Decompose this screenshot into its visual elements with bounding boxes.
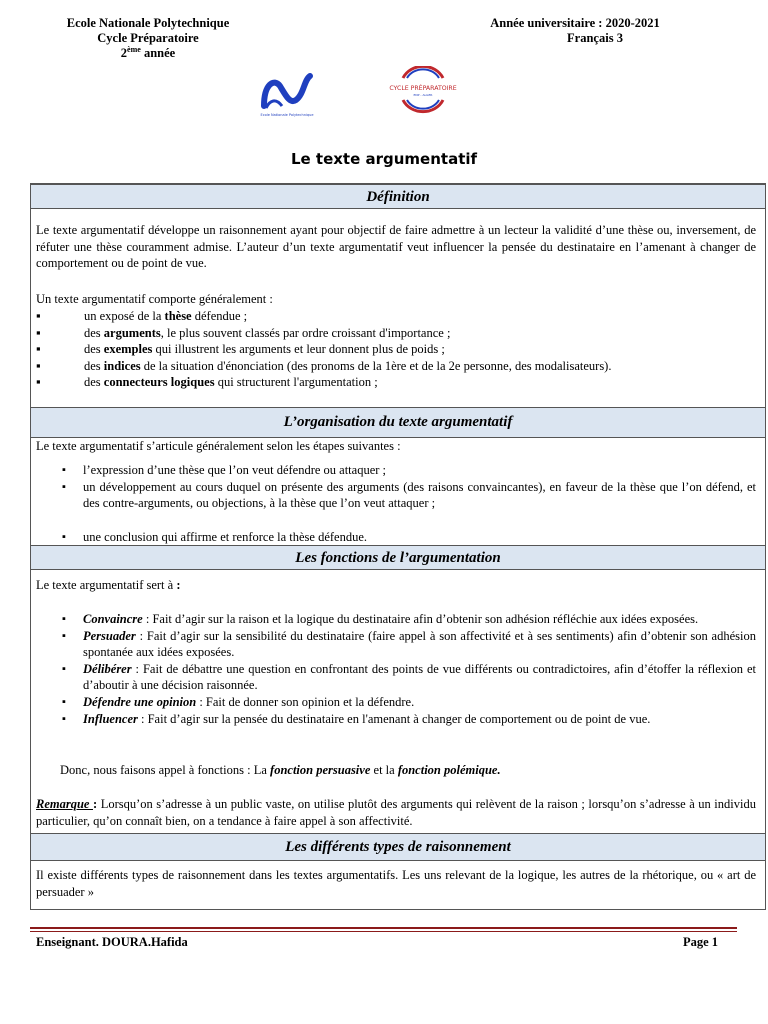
list-item: ▪ un exposé de la thèse défendue ; (36, 308, 756, 325)
footer-teacher: Enseignant. DOURA.Hafida (36, 935, 188, 949)
footer-rule-thin (30, 931, 737, 932)
cycle-logo-subtext: ENP - ALGER (413, 93, 433, 97)
list-item: ▪ Défendre une opinion : Fait de donner son opinion et la défendre. (36, 694, 756, 711)
list-item: ▪ des connecteurs logiques qui structurent l'argumentation ; (36, 374, 756, 391)
school-name: Ecole Nationale Polytechnique (66, 16, 230, 30)
document-title: Le texte argumentatif (290, 150, 478, 168)
organisation-list (36, 462, 756, 545)
list-item: ▪ Convaincre : Fait d’agir sur la raison et la logique du destinataire afin d’obtenir son adhésion réfléchie aux idées exposées. (36, 611, 756, 628)
academic-year: Année universitaire : 2020-2021 (490, 16, 660, 30)
fonctions-intro: Le texte argumentatif sert à : (36, 578, 181, 592)
year-level: 2ème année (120, 44, 176, 60)
list-item: ▪ une conclusion qui affirme et renforce la thèse défendue. (36, 529, 756, 546)
header-institution (38, 16, 258, 61)
list-item: ▪ Influencer : Fait d’agir sur la pensée du destinataire en l'amenant à changer de comportement ou de point de vue. (36, 711, 756, 728)
list-item: ▪ des arguments, le plus souvent classés par ordre croissant d'importance ; (36, 325, 756, 342)
course-name: Français 3 (567, 31, 623, 45)
organisation-intro: Le texte argumentatif s’articule généralement selon les étapes suivantes : (36, 439, 401, 453)
section-heading-fonctions: Les fonctions de l’argumentation (31, 545, 765, 570)
list-item: ▪ Persuader : Fait d’agir sur la sensibilité du destinataire (faire appel à son affectivité et à ses sentiments) afin d’obtenir son adhésion spontanée aux idées exposées. (36, 628, 756, 661)
definition-list (36, 308, 756, 391)
section-heading-definition: Définition (31, 184, 765, 209)
definition-intro: Un texte argumentatif comporte généralement : (36, 292, 273, 306)
header-course (470, 16, 680, 46)
list-item: ▪ des exemples qui illustrent les arguments et leur donnent plus de poids ; (36, 341, 756, 358)
remark-label: Remarque (36, 797, 93, 811)
list-item: ▪ l’expression d’une thèse que l’on veut défendre ou attaquer ; (36, 462, 756, 479)
definition-paragraph: Le texte argumentatif développe un raisonnement ayant pour objectif de faire admettre à un lecteur la validité d’une thèse ou, inversement, de réfuter une thèse couramment admise. L’auteur d’un texte argumentatif veut influencer la pensée du destinataire en l’amenant à changer de comportement ou de point de vue. (36, 223, 756, 271)
fonctions-summary: Donc, nous faisons appel à fonctions : La fonction persuasive et la fonction polémique. (60, 763, 501, 777)
section-heading-raisonnement: Les différents types de raisonnement (31, 833, 765, 861)
remark-paragraph: Remarque : Lorsqu’on s’adresse à un public vaste, on utilise plutôt des arguments qui relèvent de la raison ; lorsqu’on s’adresse à un individu particulier, qu’on connaît bien, on a tendance à faire appel à son affectivité. (36, 797, 756, 828)
footer-rule (30, 927, 737, 929)
enp-logo (260, 70, 315, 124)
cycle-preparatoire-logo (385, 66, 461, 118)
section-heading-organisation: L’organisation du texte argumentatif (31, 407, 765, 438)
footer-page-number: Page 1 (683, 935, 719, 949)
list-item: ▪ Délibérer : Fait de débattre une question en confrontant des points de vue différents ou contradictoires, afin d’étoffer la réflexion et d’aboutir à une décision raisonnée. (36, 661, 756, 694)
list-item: ▪ des indices de la situation d'énonciation (des pronoms de la 1ère et de la 2e personne, des modalisateurs). (36, 358, 756, 375)
cycle-logo-text: CYCLE PRÉPARATOIRE (389, 85, 457, 92)
fonctions-list (36, 611, 756, 727)
cycle-name: Cycle Préparatoire (97, 31, 199, 45)
raisonnement-paragraph: Il existe différents types de raisonnement dans les textes argumentatifs. Les uns relevant de la logique, les autres de la rhétorique, ou « art de persuader » (36, 868, 756, 899)
list-item: ▪ un développement au cours duquel on présente des arguments (des raisons convaincantes), en faveur de la thèse que l’on défend, et des contre-arguments, ou objections, à la thèse que l’on veut attaquer ; (36, 479, 756, 512)
enp-logo-caption: Ecole Nationale Polytechnique (260, 113, 314, 117)
